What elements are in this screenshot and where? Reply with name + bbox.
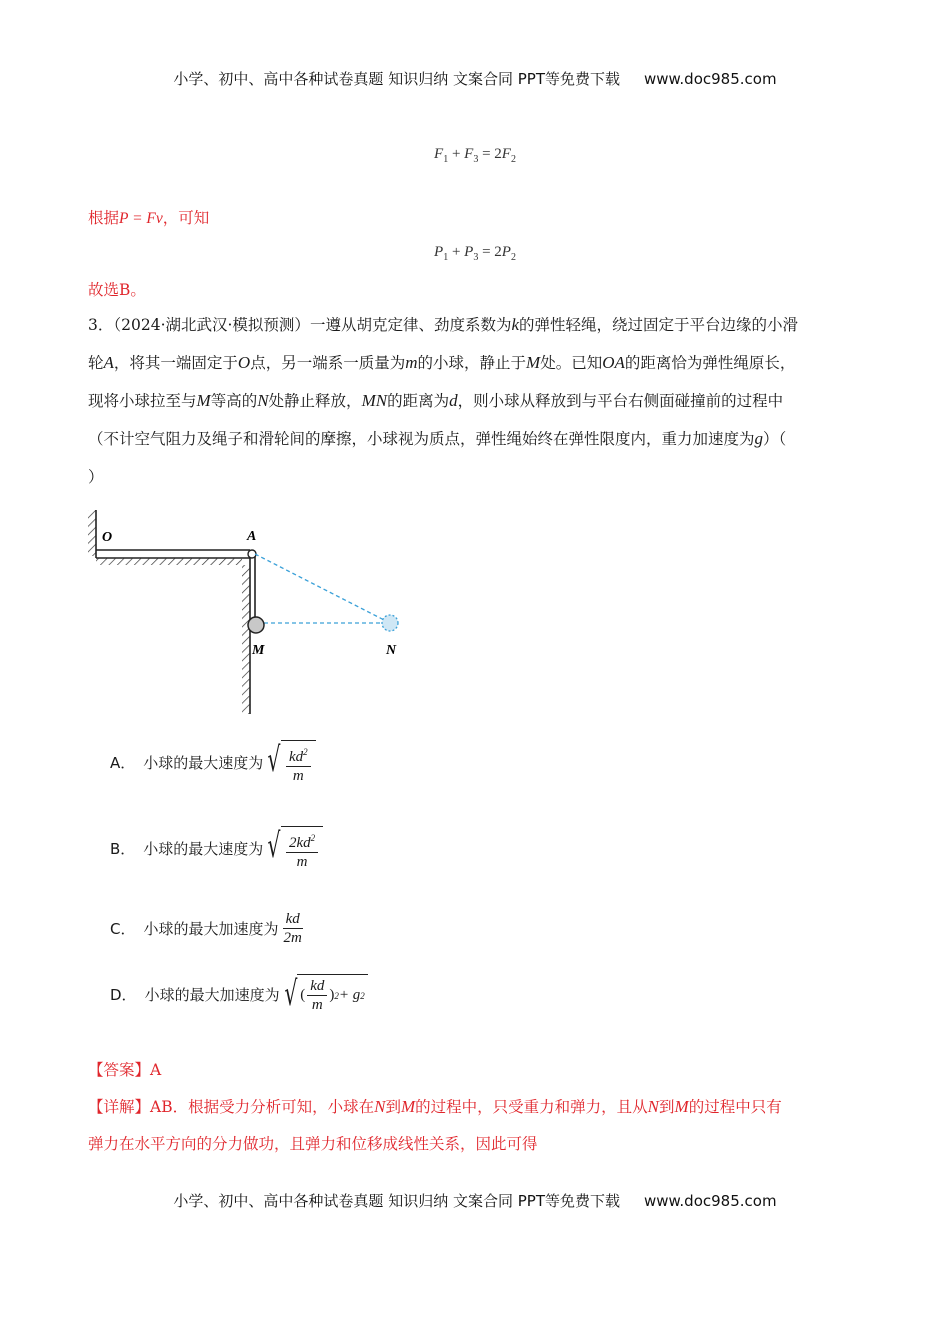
question-line-4: （不计空气阻力及绳子和滑轮间的摩擦，小球视为质点，弹性绳始终在弹性限度内，重力加速度为g）（ — [88, 429, 787, 448]
formula-force-sum: $F_1 + F_3 = 2F_2$ — [434, 146, 516, 165]
ball-M — [248, 617, 264, 633]
answer-line: 【答案】A — [88, 1061, 162, 1079]
page-footer — [0, 1190, 950, 1211]
header-text: 小学、初中、高中各种试卷真题 知识归纳 文案合同 PPT等免费下载 — [173, 70, 620, 88]
label-N: N — [386, 643, 397, 658]
platform-side-hatch — [242, 565, 250, 714]
question-line-2: 轮A，将其一端固定于O点，另一端系一质量为m的小球，静止于M处。已知OA的距离恰为弹性绳原长， — [88, 353, 796, 372]
option-C[interactable]: C． 小球的最大加速度为 $\frac{kd}{2m}$ — [110, 910, 307, 947]
option-B-formula: √ $\frac{2kd^2}{m}$ — [263, 826, 323, 871]
option-C-formula: $\frac{kd}{2m}$ — [283, 911, 302, 946]
option-B[interactable]: B． 小球的最大速度为 √ $\frac{2kd^2}{m}$ — [110, 826, 323, 871]
ball-N — [382, 615, 398, 631]
solution-line-power: 根据P = Fv，可知 — [88, 209, 210, 227]
formula-power-sum: $P_1 + P_3 = 2P_2$ — [434, 244, 516, 263]
option-D[interactable]: D． 小球的最大加速度为 √ ( $\frac{kd}{m}$ ) 2 + g 2 — [110, 974, 368, 1014]
option-A-formula: √ $\frac{kd^2}{m}$ — [263, 740, 315, 785]
option-D-formula: √ ( $\frac{kd}{m}$ ) 2 + g 2 — [280, 974, 368, 1014]
label-A: A — [247, 529, 257, 544]
option-A[interactable]: A． 小球的最大速度为 √ $\frac{kd^2}{m}$ — [110, 740, 316, 785]
page-header — [0, 68, 950, 89]
question-line-1: 3．（2024·湖北武汉·模拟预测）一遵从胡克定律、劲度系数为k的弹性轻绳，绕过固定于平台边缘的小滑 — [88, 315, 799, 334]
left-wall-hatch — [88, 510, 96, 556]
label-M: M — [252, 643, 265, 658]
footer-text: 小学、初中、高中各种试卷真题 知识归纳 文案合同 PPT等免费下载 — [173, 1192, 620, 1210]
solution-conclusion: 故选B。 — [88, 281, 146, 299]
label-O: O — [102, 530, 113, 545]
physics-diagram — [80, 500, 420, 720]
pulley-A — [248, 550, 256, 558]
question-line-3: 现将小球拉至与M等高的N处静止释放，MN的距离为d，则小球从释放到与平台右侧面碰撞前的过程中 — [88, 391, 784, 410]
question-line-5: ） — [88, 468, 104, 486]
header-site[interactable]: www.doc985.com — [643, 70, 777, 88]
detail-line-2: 弹力在水平方向的分力做功，且弹力和位移成线性关系，因此可得 — [88, 1135, 538, 1153]
detail-line-1: 【详解】AB．根据受力分析可知，小球在N到M的过程中，只受重力和弹力，且从N到M的过程中只有 — [88, 1097, 782, 1116]
footer-site[interactable]: www.doc985.com — [643, 1192, 777, 1210]
platform-hatch — [96, 558, 242, 565]
dashed-rope-AN — [255, 554, 388, 622]
